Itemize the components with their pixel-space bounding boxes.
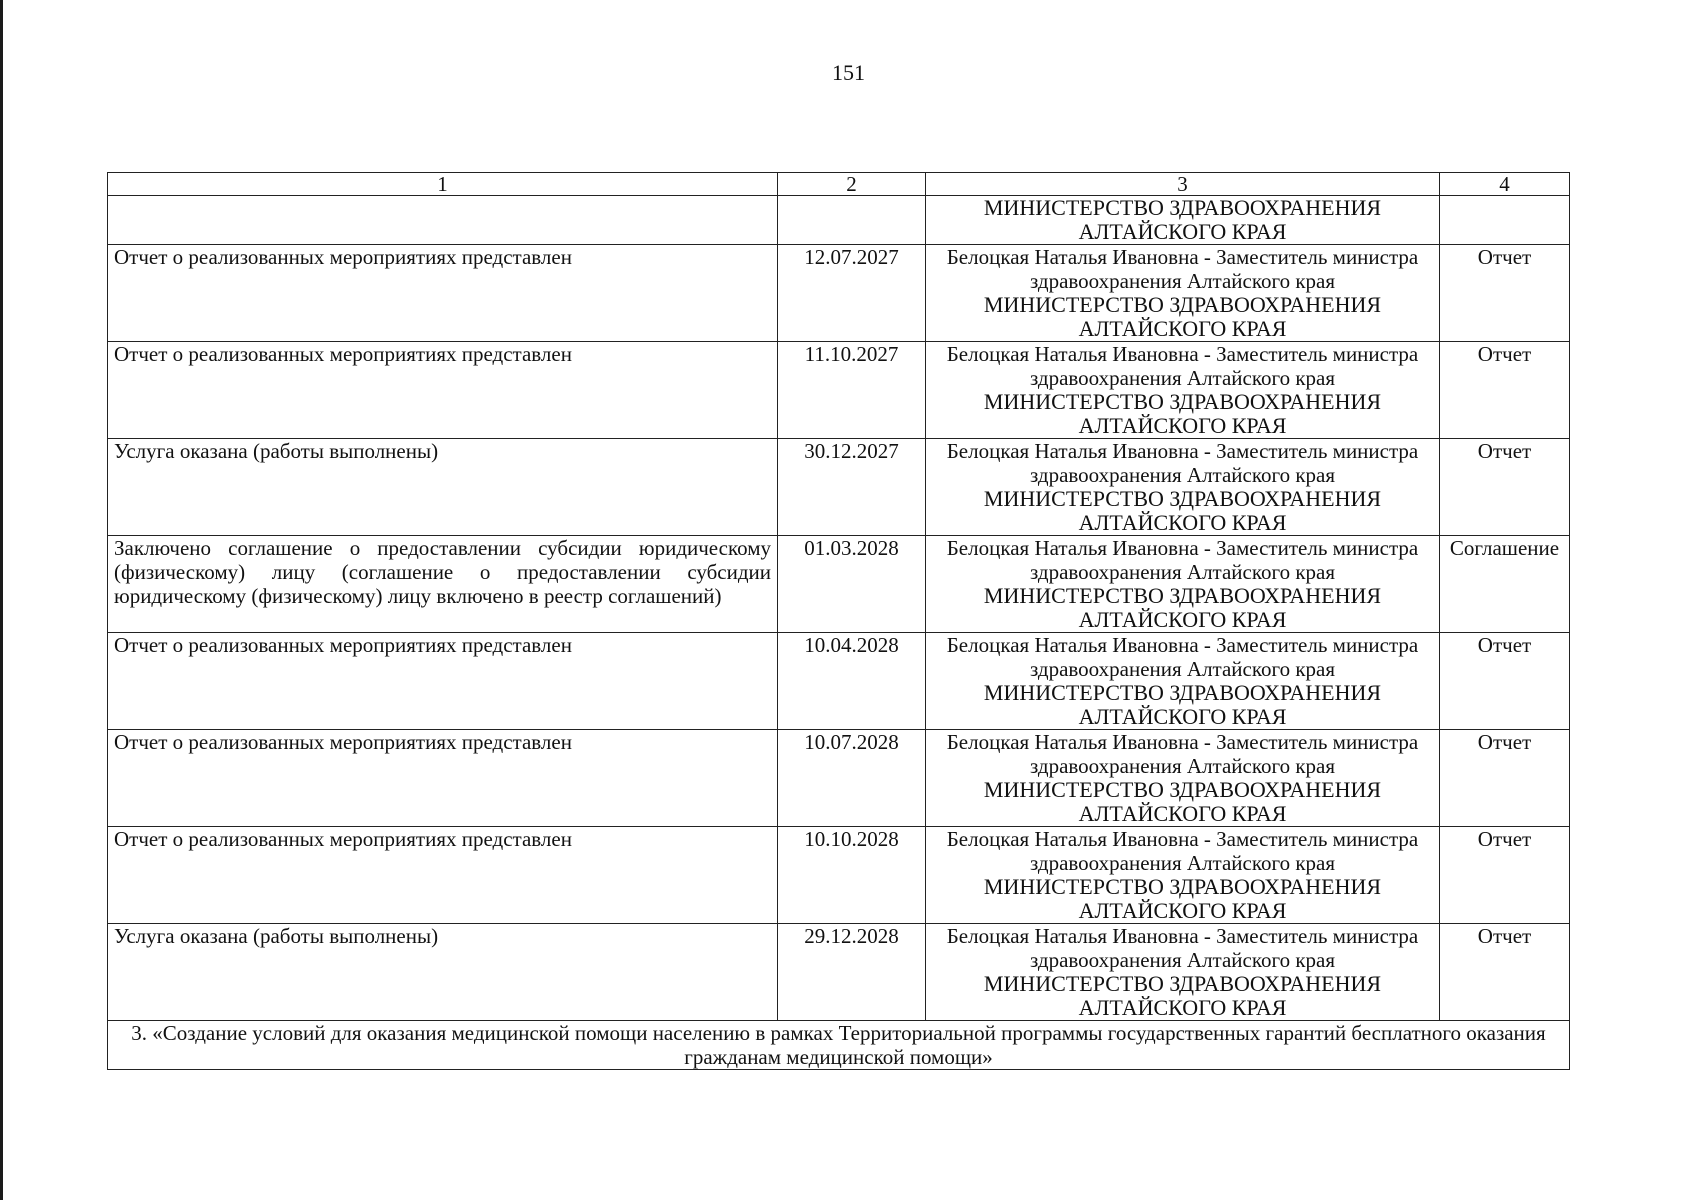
column-header-3: 3 — [926, 173, 1440, 196]
responsible-person: Белоцкая Наталья Ивановна - Заместитель министра здравоохранения Алтайского края — [946, 924, 1419, 972]
table-row — [108, 439, 1570, 536]
responsible-org: МИНИСТЕРСТВО ЗДРАВООХРАНЕНИЯ АЛТАЙСКОГО КРАЯ — [983, 195, 1382, 244]
column-header-4: 4 — [1440, 173, 1570, 196]
doc-type-cell: Отчет — [1440, 342, 1570, 439]
doc-type-cell: Отчет — [1440, 730, 1570, 827]
responsible-person: Белоцкая Наталья Ивановна - Заместитель министра здравоохранения Алтайского края — [946, 633, 1419, 681]
column-header-1: 1 — [108, 173, 778, 196]
date-cell: 01.03.2028 — [778, 536, 926, 633]
event-cell: Отчет о реализованных мероприятиях представлен — [108, 730, 778, 827]
date-cell — [778, 196, 926, 245]
schedule-table — [107, 172, 1570, 1070]
responsible-org: МИНИСТЕРСТВО ЗДРАВООХРАНЕНИЯ АЛТАЙСКОГО КРАЯ — [983, 874, 1382, 923]
responsible-org: МИНИСТЕРСТВО ЗДРАВООХРАНЕНИЯ АЛТАЙСКОГО КРАЯ — [983, 486, 1382, 535]
scan-edge-line — [0, 0, 3, 1200]
responsible-org: МИНИСТЕРСТВО ЗДРАВООХРАНЕНИЯ АЛТАЙСКОГО КРАЯ — [983, 777, 1382, 826]
doc-type-cell: Отчет — [1440, 924, 1570, 1021]
doc-type-cell — [1440, 196, 1570, 245]
responsible-cell — [926, 536, 1440, 633]
responsible-cell — [926, 196, 1440, 245]
date-cell: 30.12.2027 — [778, 439, 926, 536]
event-cell: Услуга оказана (работы выполнены) — [108, 924, 778, 1021]
responsible-person: Белоцкая Наталья Ивановна - Заместитель министра здравоохранения Алтайского края — [946, 730, 1419, 778]
table-row — [108, 633, 1570, 730]
event-cell: Отчет о реализованных мероприятиях представлен — [108, 633, 778, 730]
column-header-2: 2 — [778, 173, 926, 196]
table-row — [108, 924, 1570, 1021]
responsible-cell — [926, 633, 1440, 730]
date-cell: 12.07.2027 — [778, 245, 926, 342]
event-cell: Отчет о реализованных мероприятиях представлен — [108, 827, 778, 924]
responsible-person: Белоцкая Наталья Ивановна - Заместитель министра здравоохранения Алтайского края — [946, 439, 1419, 487]
event-cell — [108, 196, 778, 245]
responsible-cell — [926, 439, 1440, 536]
event-cell: Отчет о реализованных мероприятиях представлен — [108, 342, 778, 439]
table-row — [108, 342, 1570, 439]
table-row — [108, 245, 1570, 342]
page-number: 151 — [832, 60, 865, 85]
doc-type-cell: Отчет — [1440, 633, 1570, 730]
event-cell: Заключено соглашение о предоставлении субсидии юридическому (физическому) лицу (соглашение о предоставлении субсидии юридическому (физическому) лицу включено в реестр соглашений) — [108, 536, 778, 633]
responsible-cell — [926, 245, 1440, 342]
event-cell: Отчет о реализованных мероприятиях представлен — [108, 245, 778, 342]
date-cell: 10.04.2028 — [778, 633, 926, 730]
section-heading: 3. «Создание условий для оказания медицинской помощи населению в рамках Территориальной программы государственных гарантий бесплатного оказания гражданам медицинской помощи» — [108, 1021, 1570, 1070]
event-cell: Услуга оказана (работы выполнены) — [108, 439, 778, 536]
table-row — [108, 827, 1570, 924]
doc-type-cell: Отчет — [1440, 439, 1570, 536]
table-row — [108, 196, 1570, 245]
responsible-org: МИНИСТЕРСТВО ЗДРАВООХРАНЕНИЯ АЛТАЙСКОГО КРАЯ — [983, 680, 1382, 729]
doc-type-cell: Отчет — [1440, 827, 1570, 924]
responsible-person: Белоцкая Наталья Ивановна - Заместитель министра здравоохранения Алтайского края — [946, 245, 1419, 293]
section-heading-row — [108, 1021, 1570, 1070]
responsible-org: МИНИСТЕРСТВО ЗДРАВООХРАНЕНИЯ АЛТАЙСКОГО КРАЯ — [983, 583, 1382, 632]
column-number-row — [108, 173, 1570, 196]
responsible-person: Белоцкая Наталья Ивановна - Заместитель министра здравоохранения Алтайского края — [946, 536, 1419, 584]
date-cell: 10.10.2028 — [778, 827, 926, 924]
date-cell: 11.10.2027 — [778, 342, 926, 439]
responsible-person: Белоцкая Наталья Ивановна - Заместитель министра здравоохранения Алтайского края — [946, 342, 1419, 390]
responsible-org: МИНИСТЕРСТВО ЗДРАВООХРАНЕНИЯ АЛТАЙСКОГО КРАЯ — [983, 971, 1382, 1020]
responsible-org: МИНИСТЕРСТВО ЗДРАВООХРАНЕНИЯ АЛТАЙСКОГО КРАЯ — [983, 389, 1382, 438]
doc-type-cell: Отчет — [1440, 245, 1570, 342]
responsible-cell — [926, 342, 1440, 439]
responsible-org: МИНИСТЕРСТВО ЗДРАВООХРАНЕНИЯ АЛТАЙСКОГО КРАЯ — [983, 292, 1382, 341]
responsible-cell — [926, 730, 1440, 827]
responsible-cell — [926, 827, 1440, 924]
table-row — [108, 536, 1570, 633]
doc-type-cell: Соглашение — [1440, 536, 1570, 633]
date-cell: 10.07.2028 — [778, 730, 926, 827]
date-cell: 29.12.2028 — [778, 924, 926, 1021]
responsible-cell — [926, 924, 1440, 1021]
responsible-person: Белоцкая Наталья Ивановна - Заместитель министра здравоохранения Алтайского края — [946, 827, 1419, 875]
table-row — [108, 730, 1570, 827]
